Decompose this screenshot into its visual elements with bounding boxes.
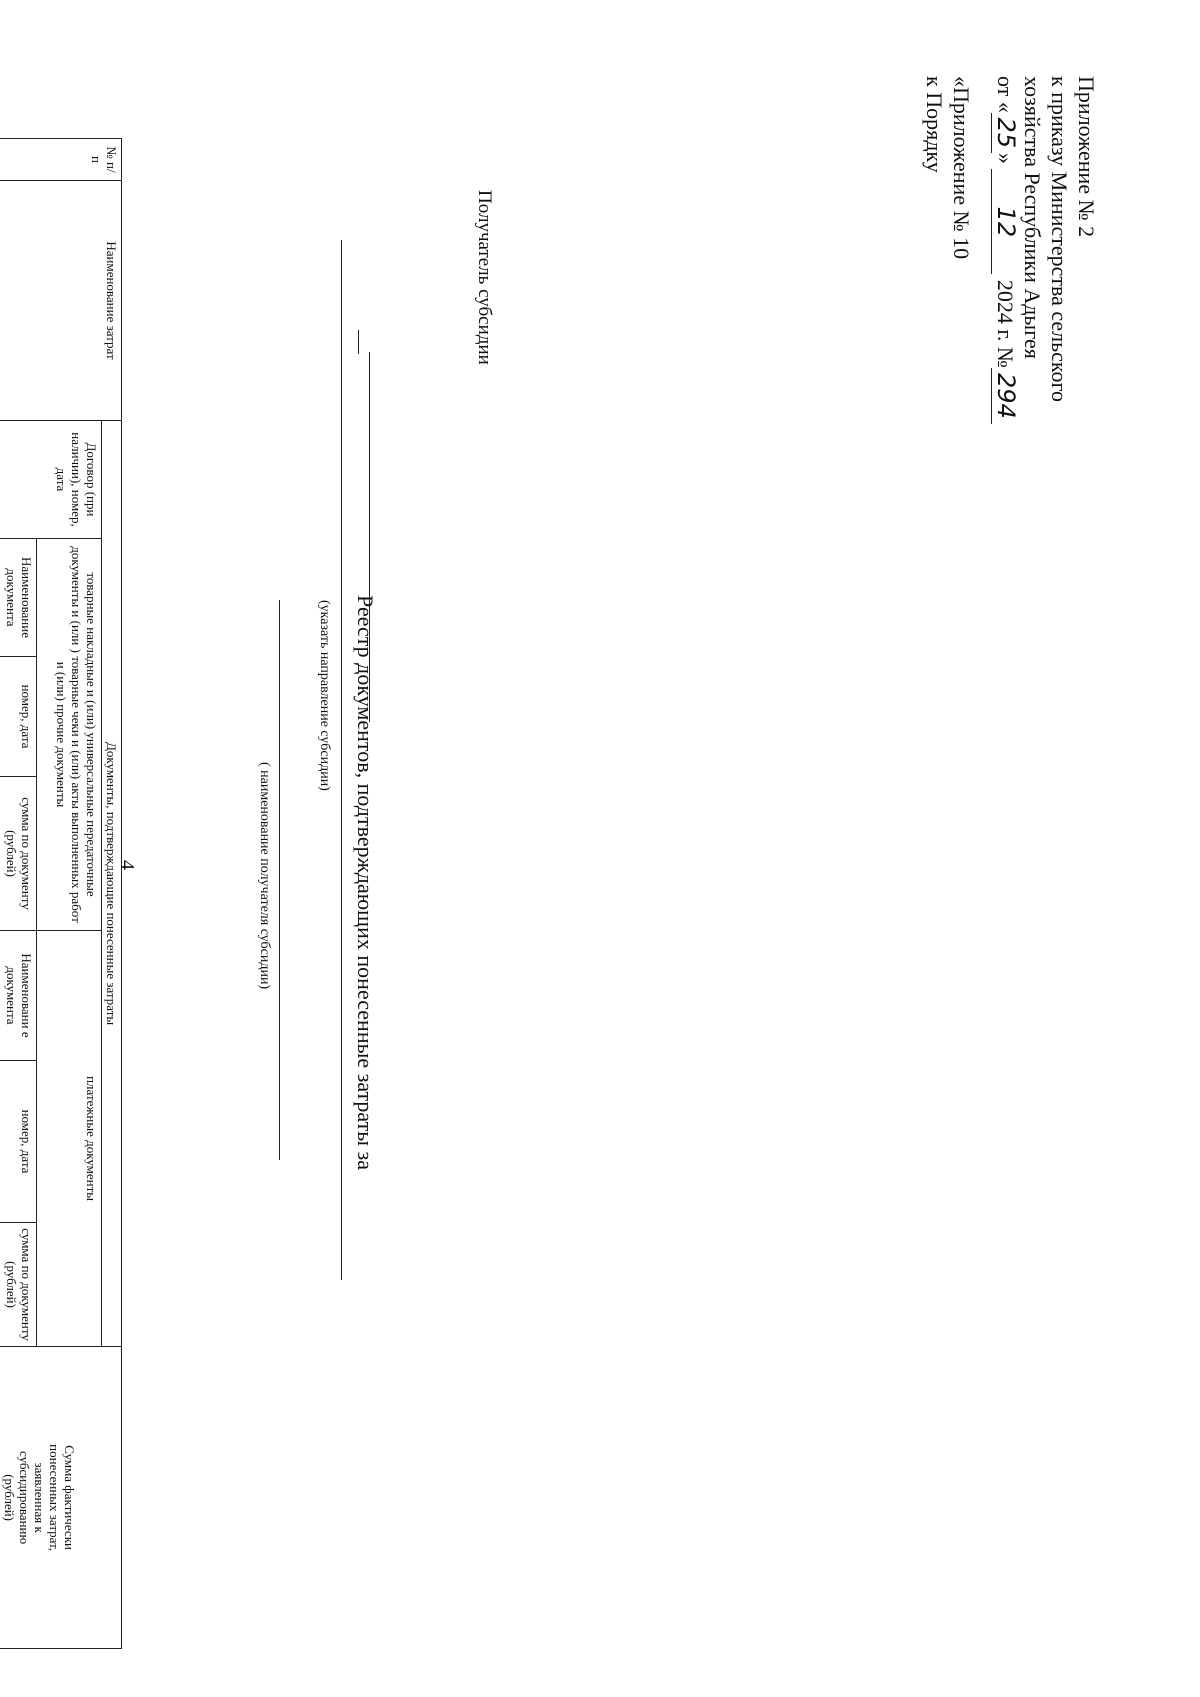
date-mid: » xyxy=(993,152,1018,164)
handwritten-order-number: 294 xyxy=(991,368,1019,424)
header-pay-doc-name: Наименовани е документа xyxy=(0,931,37,1061)
header-expense-name: Наименование затрат xyxy=(0,181,122,421)
document-title xyxy=(352,595,378,1170)
header-pay-sum: сумма по документу (рублей) xyxy=(0,1223,37,1347)
direction-caption: (указать направление субсидии) xyxy=(317,600,332,791)
appendix-date-line xyxy=(991,76,1019,424)
register-table xyxy=(0,138,122,1649)
header-docs: Документы, подтверждающие понесенные затраты xyxy=(102,421,122,1347)
header-invoices: товарные накладные и (или) универсальные передаточные документы и (или ) товарные чеки и (или) акты выполненных работ и (или) прочие документы xyxy=(37,539,102,931)
header-doc-name: Наименование документа xyxy=(0,539,37,657)
header-pay-num-date: номер, дата xyxy=(0,1061,37,1223)
appendix-line-3: хозяйства Республики Адыгея xyxy=(1020,76,1045,359)
direction-line xyxy=(341,240,342,1280)
appendix-header xyxy=(921,76,1100,424)
header-payments: платежные документы xyxy=(37,931,102,1347)
header-sum-doc: сумма по документу (рублей) xyxy=(0,777,37,931)
title-underscore xyxy=(352,330,378,354)
date-prefix: от « xyxy=(993,76,1018,113)
appendix-line-1: Приложение № 2 xyxy=(1074,76,1099,238)
appendix-line-2: к приказу Министерства сельского xyxy=(1047,76,1072,402)
recipient-caption: ( наименование получателя субсидии) xyxy=(257,762,272,990)
header-no: № п/п xyxy=(0,139,122,181)
handwritten-month: 12 xyxy=(991,169,1019,274)
recipient-label: Получатель субсидии xyxy=(474,190,495,365)
year-text: 2024 г. № xyxy=(993,279,1018,368)
appendix-line-5: «Приложение № 10 xyxy=(949,76,974,260)
appendix-line-6: к Порядку xyxy=(922,76,947,173)
header-total-claimed: Сумма фактически понесенных затрат, заявленная к субсидированию (рублей) xyxy=(0,1347,122,1649)
header-num-date: номер, дата xyxy=(0,657,37,777)
recipient-name-line xyxy=(279,600,280,1160)
header-contract: Договор (при наличии), номер, дата xyxy=(0,421,102,539)
page-number: 4 xyxy=(116,860,138,870)
handwritten-day: 25 xyxy=(991,113,1019,153)
header-row-1 xyxy=(102,139,122,1649)
title-text: Реестр документов, подтверждающих понесенные затраты за xyxy=(353,595,378,1170)
